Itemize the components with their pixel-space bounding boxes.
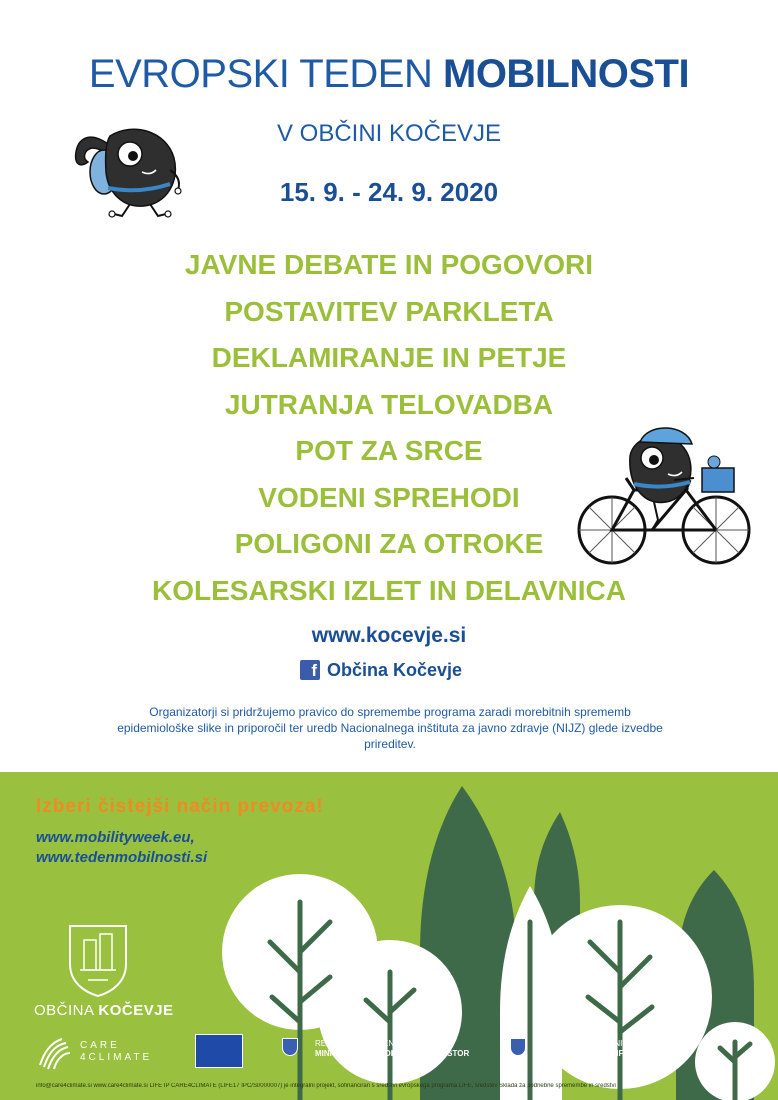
website-link[interactable]: www.kocevje.si (311, 624, 467, 647)
kocevje-crest-icon (66, 920, 130, 998)
footer-band (0, 772, 778, 1100)
title-bold: MOBILNOSTI (443, 52, 690, 96)
activity-item: POLIGONI ZA OTROKE (234, 528, 544, 559)
ministry-environment-logo: REPUBLIKA SLOVENIJA MINISTRSTVO ZA OKOLJE IN PROSTOR (315, 1039, 470, 1058)
page-title (0, 52, 778, 97)
mobilityweek-link[interactable]: www.mobilityweek.eu, (36, 829, 195, 846)
campaign-links (36, 828, 207, 868)
activity-item: JUTRANJA TELOVADBA (224, 388, 554, 420)
ministry-infrastructure-logo: REPUBLIKA SLOVENIJA MINISTRSTVO ZA INFRASTRUKTURO (541, 1039, 686, 1058)
event-dates: 15. 9. - 24. 9. 2020 (279, 177, 499, 207)
facebook-icon: f (300, 660, 320, 680)
activity-item: POT ZA SRCE (295, 435, 483, 466)
care4climate-logo-icon (36, 1035, 72, 1071)
activity-item: POSTAVITEV PARKLETA (224, 295, 554, 327)
slovenia-crest-icon (282, 1038, 298, 1056)
eu-life-logo-icon (195, 1034, 243, 1068)
disclaimer-text: Organizatorji si pridržujemo pravico do spremembe programa zaradi morebitnih sprememb epidemiološke slike in priporočil ter uredb Nacionalnega inštituta za javno zdravje (NIJZ) glede izvedbe prireditev. (117, 705, 663, 751)
cyclist-mascot-illustration (574, 420, 758, 570)
subtitle: V OBČINI KOČEVJE (276, 120, 502, 147)
funding-footer-text: info@care4climate.si www.care4climate.si LIFE IP CARE4CLIMATE (LIFE17 IPC/SI/000007) je integralni projekt, sofinanciran s sredstvi evropskega programa LIFE, sredstev Sklada za podnebne spremembe in sredstvi (36, 1083, 616, 1089)
facebook-label: Občina Kočevje (327, 659, 463, 680)
slovenia-crest-icon (510, 1038, 526, 1056)
walking-mascot-illustration (70, 112, 190, 227)
facebook-link[interactable] (300, 657, 462, 683)
tedenmobilnosti-link[interactable]: www.tedenmobilnosti.si (36, 849, 208, 866)
municipality-logo-text: OBČINA KOČEVJE (34, 1002, 174, 1019)
activity-item: DEKLAMIRANJE IN PETJE (211, 342, 567, 373)
title-light: EVROPSKI TEDEN (88, 52, 433, 96)
slogan: Izberi čistejši način prevoza! (36, 796, 324, 817)
activity-item: VODENI SPREHODI (258, 481, 520, 513)
care4climate-logo-text: CARE 4CLIMATE (80, 1040, 153, 1063)
activity-item: KOLESARSKI IZLET IN DELAVNICA (152, 574, 626, 606)
activity-item: JAVNE DEBATE IN POGOVORI (184, 249, 594, 280)
